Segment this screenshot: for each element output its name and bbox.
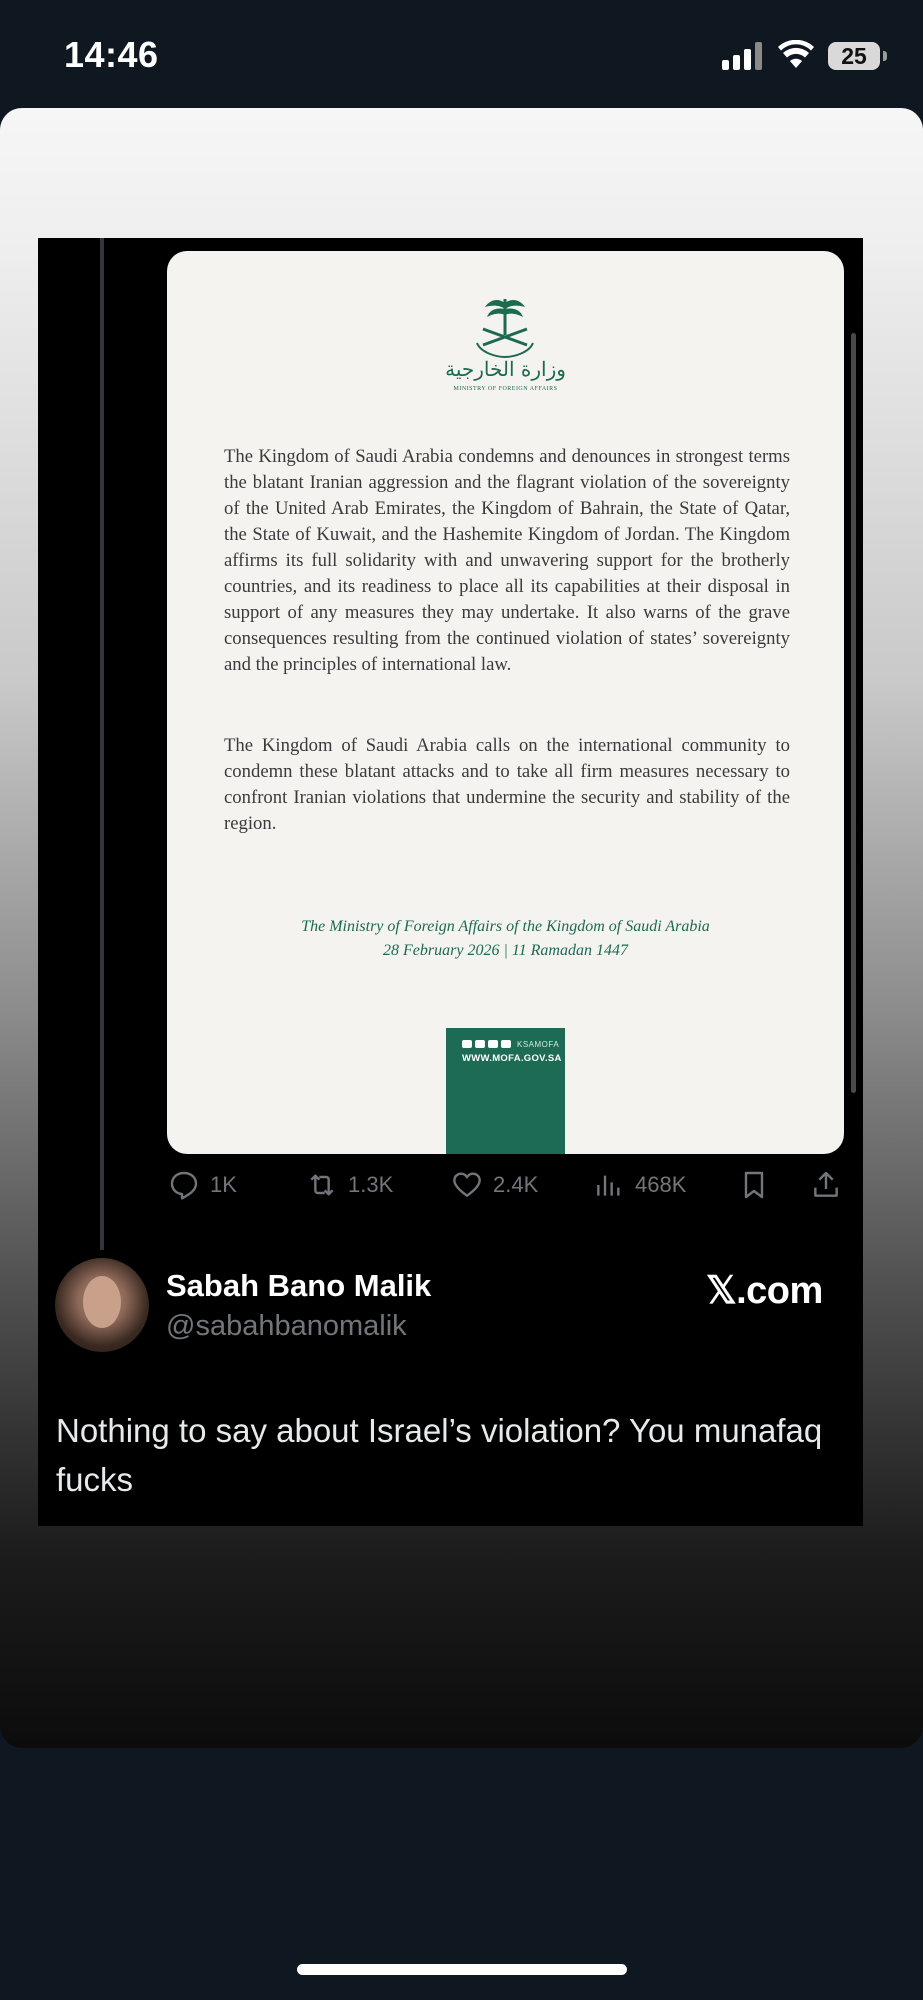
author-handle[interactable]: @sabahbanomalik <box>166 1310 407 1342</box>
quote-tweet-text: Nothing to say about Israel’s violation? You munafaq fucks <box>56 1412 823 1498</box>
author-name[interactable]: Sabah Bano Malik <box>166 1268 432 1303</box>
statement-paragraph-2: The Kingdom of Saudi Arabia calls on the international community to condemn these blatant attacks and to take all firm measures necessary to confront Iranian violations that undermine the security and stability of the region. <box>224 735 790 834</box>
analytics-icon <box>593 1169 625 1201</box>
social-handle: KSAMOFA <box>517 1039 560 1049</box>
ministry-website: WWW.MOFA.GOV.SA <box>462 1053 562 1064</box>
reply-icon <box>168 1169 200 1201</box>
share-button[interactable] <box>810 1166 842 1204</box>
repost-count: 1.3K <box>348 1172 394 1197</box>
statement-paragraph-1: The Kingdom of Saudi Arabia condemns and denounces in strongest terms the blatant Iranian aggression and the flagrant violation of the sovereignty of the United Arab Emirates, the Kingdom of Bahrain, the State of Qatar, the State of Kuwait, and the Hashemite Kingdom of Jordan. The Kingdom affirms its full solidarity with and unwavering support for the brotherly countries, and its readiness to place all its capabilities at their disposal in support of any measures they may undertake. It also warns of the grave consequences resulting from the continued violation of states’ sovereignty and the principles of international law. <box>224 446 790 675</box>
reply-count: 1K <box>210 1172 237 1197</box>
shared-card <box>0 108 923 1748</box>
cellular-signal-icon <box>722 42 764 70</box>
signature-line: The Ministry of Foreign Affairs of the Kingdom of Saudi Arabia <box>301 918 710 935</box>
battery-nub <box>883 51 887 61</box>
saudi-emblem-icon <box>467 295 543 359</box>
date-line: 28 February 2026 | 11 Ramadan 1447 <box>383 942 628 959</box>
status-time: 14:46 <box>64 34 159 75</box>
thread-line <box>100 238 104 1250</box>
ministry-english-title: MINISTRY OF FOREIGN AFFAIRS <box>453 386 558 392</box>
facebook-icon <box>475 1040 485 1048</box>
bookmark-button[interactable] <box>738 1166 770 1204</box>
like-button[interactable] <box>451 1166 538 1204</box>
x-icon <box>501 1040 511 1048</box>
ministry-footer-box <box>446 1028 565 1154</box>
scrollbar[interactable] <box>851 333 856 1093</box>
battery-icon: 25 <box>828 42 880 70</box>
view-count: 468K <box>635 1172 687 1197</box>
share-icon <box>810 1169 842 1201</box>
repost-button[interactable] <box>306 1166 393 1204</box>
wifi-icon <box>778 40 814 70</box>
avatar-face <box>83 1276 121 1328</box>
tweet-screenshot <box>38 238 863 1526</box>
instagram-icon <box>488 1040 498 1048</box>
like-count: 2.4K <box>493 1172 539 1197</box>
repost-icon <box>306 1169 338 1201</box>
ministry-arabic-title: وزارة الخارجية <box>445 357 566 381</box>
status-bar <box>0 0 923 108</box>
youtube-icon <box>462 1040 472 1048</box>
avatar[interactable] <box>55 1258 149 1352</box>
reply-button[interactable] <box>168 1166 237 1204</box>
views-button[interactable] <box>593 1166 686 1204</box>
heart-icon <box>451 1169 483 1201</box>
home-indicator[interactable] <box>297 1964 627 1975</box>
x-logo-source: 𝕏.com <box>706 1270 823 1312</box>
tweet-media-image[interactable] <box>167 251 844 1154</box>
bookmark-icon <box>738 1169 770 1201</box>
social-icons-row <box>462 1038 559 1050</box>
